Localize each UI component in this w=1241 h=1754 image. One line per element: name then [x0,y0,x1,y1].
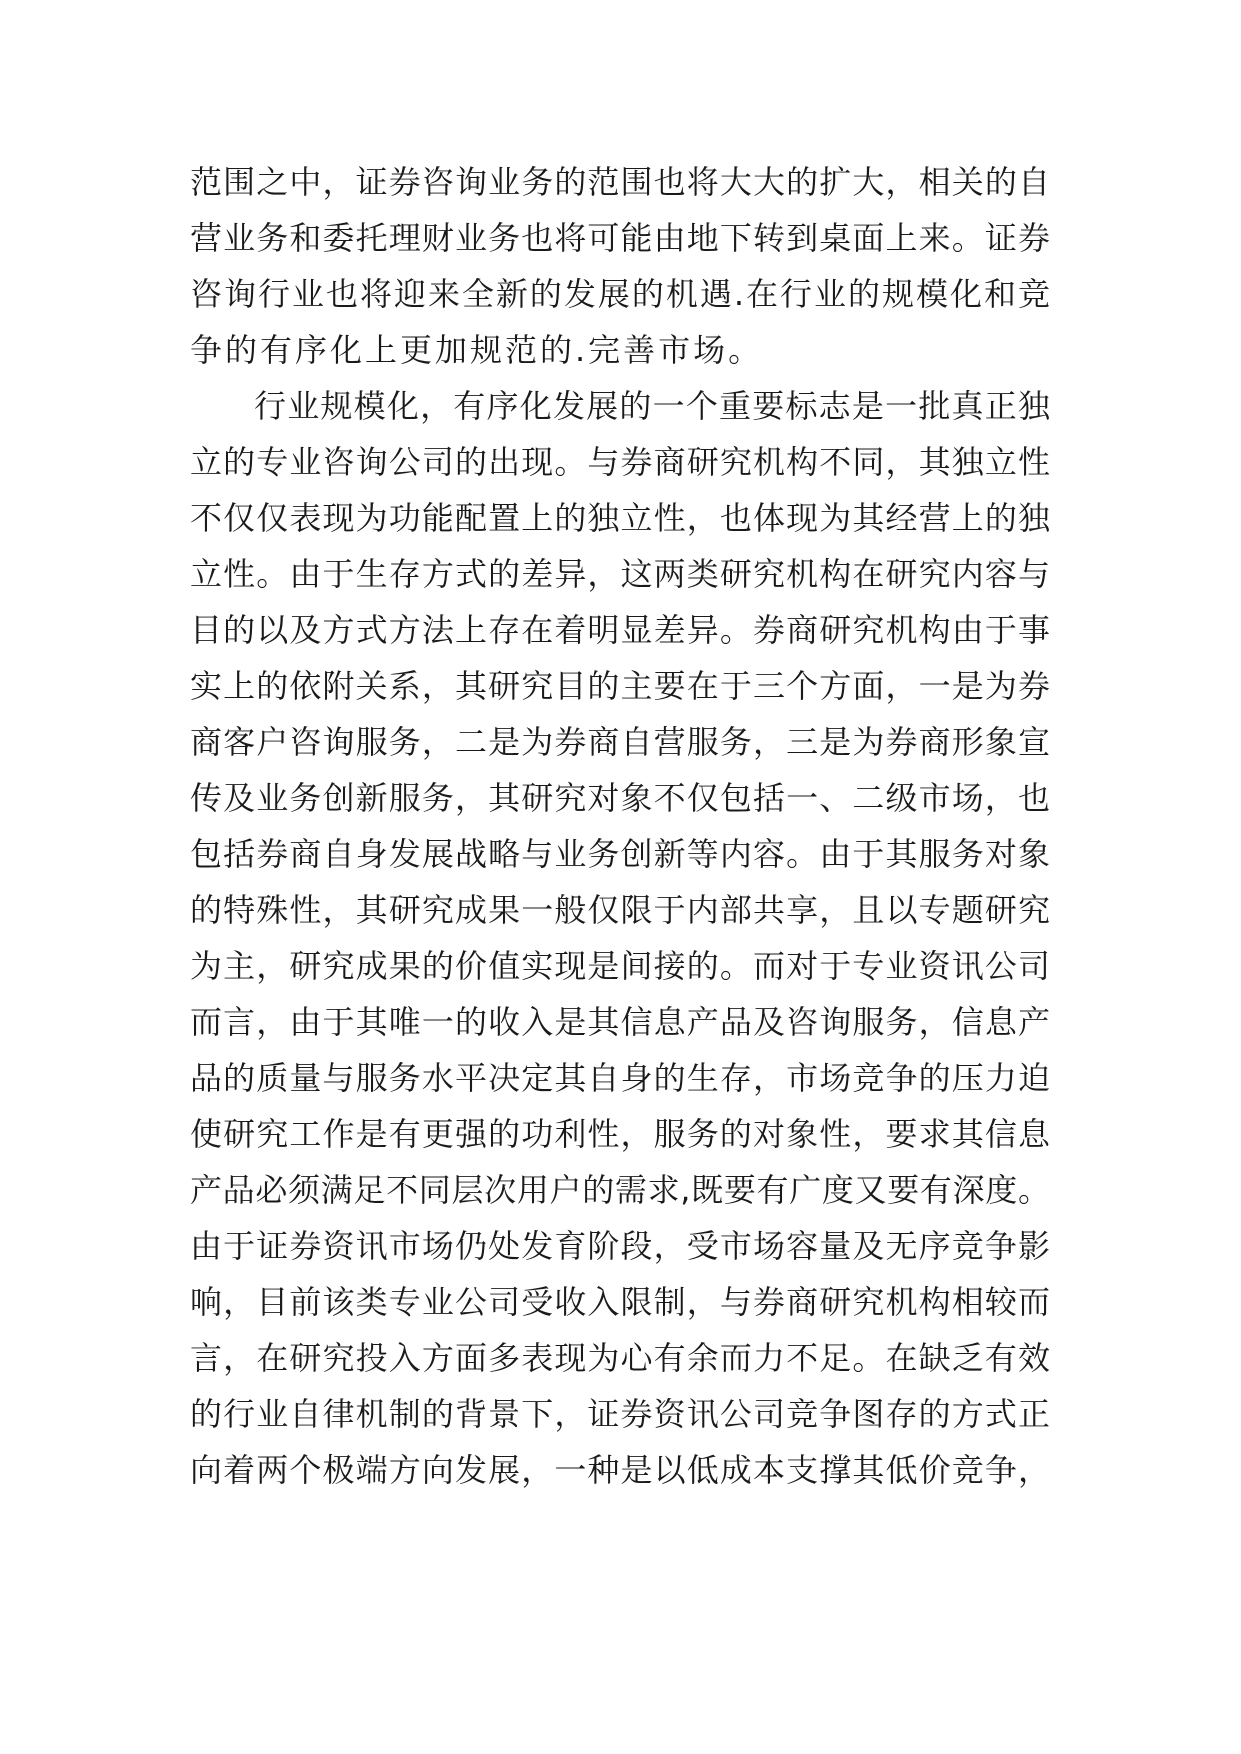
body-text [190,154,1050,1498]
text-line: 使研究工作是有更强的功利性，服务的对象性，要求其信息 [190,1115,1050,1153]
text-line: 由于证券资讯市场仍处发育阶段，受市场容量及无序竞争影 [190,1227,1050,1265]
text-line: 不仅仅表现为功能配置上的独立性，也体现为其经营上的独 [190,499,1050,537]
text-line: 商客户咨询服务，二是为券商自营服务，三是为券商形象宣 [190,723,1050,761]
text-line: 咨询行业也将迎来全新的发展的机遇.在行业的规模化和竞 [190,275,1050,313]
text-line: 营业务和委托理财业务也将可能由地下转到桌面上来。证券 [190,219,1050,257]
text-line: 产品必须满足不同层次用户的需求,既要有广度又要有深度。 [190,1171,1050,1209]
text-line: 包括券商自身发展战略与业务创新等内容。由于其服务对象 [190,835,1050,873]
text-line: 言，在研究投入方面多表现为心有余而力不足。在缺乏有效 [190,1339,1050,1377]
text-line: 传及业务创新服务，其研究对象不仅包括一、二级市场，也 [190,779,1050,817]
text-line: 的行业自律机制的背景下，证券资讯公司竞争图存的方式正 [190,1395,1050,1433]
text-line: 响，目前该类专业公司受收入限制，与券商研究机构相较而 [190,1283,1050,1321]
text-line: 而言，由于其唯一的收入是其信息产品及咨询服务，信息产 [190,1003,1050,1041]
text-line: 目的以及方式方法上存在着明显差异。券商研究机构由于事 [190,611,1050,649]
text-line: 立的专业咨询公司的出现。与券商研究机构不同，其独立性 [190,443,1050,481]
text-line: 向着两个极端方向发展，一种是以低成本支撑其低价竞争， [190,1451,1050,1489]
text-line: 品的质量与服务水平决定其自身的生存，市场竞争的压力迫 [190,1059,1050,1097]
text-line: 范围之中，证券咨询业务的范围也将大大的扩大，相关的自 [190,163,1050,201]
text-line: 的特殊性，其研究成果一般仅限于内部共享，且以专题研究 [190,891,1050,929]
text-line: 争的有序化上更加规范的.完善市场。 [190,331,764,369]
text-line: 实上的依附关系，其研究目的主要在于三个方面，一是为券 [190,667,1050,705]
text-line: 立性。由于生存方式的差异，这两类研究机构在研究内容与 [190,555,1050,593]
text-line: 为主，研究成果的价值实现是间接的。而对于专业资讯公司 [190,947,1050,985]
text-line-indented: 行业规模化，有序化发展的一个重要标志是一批真正独 [254,387,1050,425]
